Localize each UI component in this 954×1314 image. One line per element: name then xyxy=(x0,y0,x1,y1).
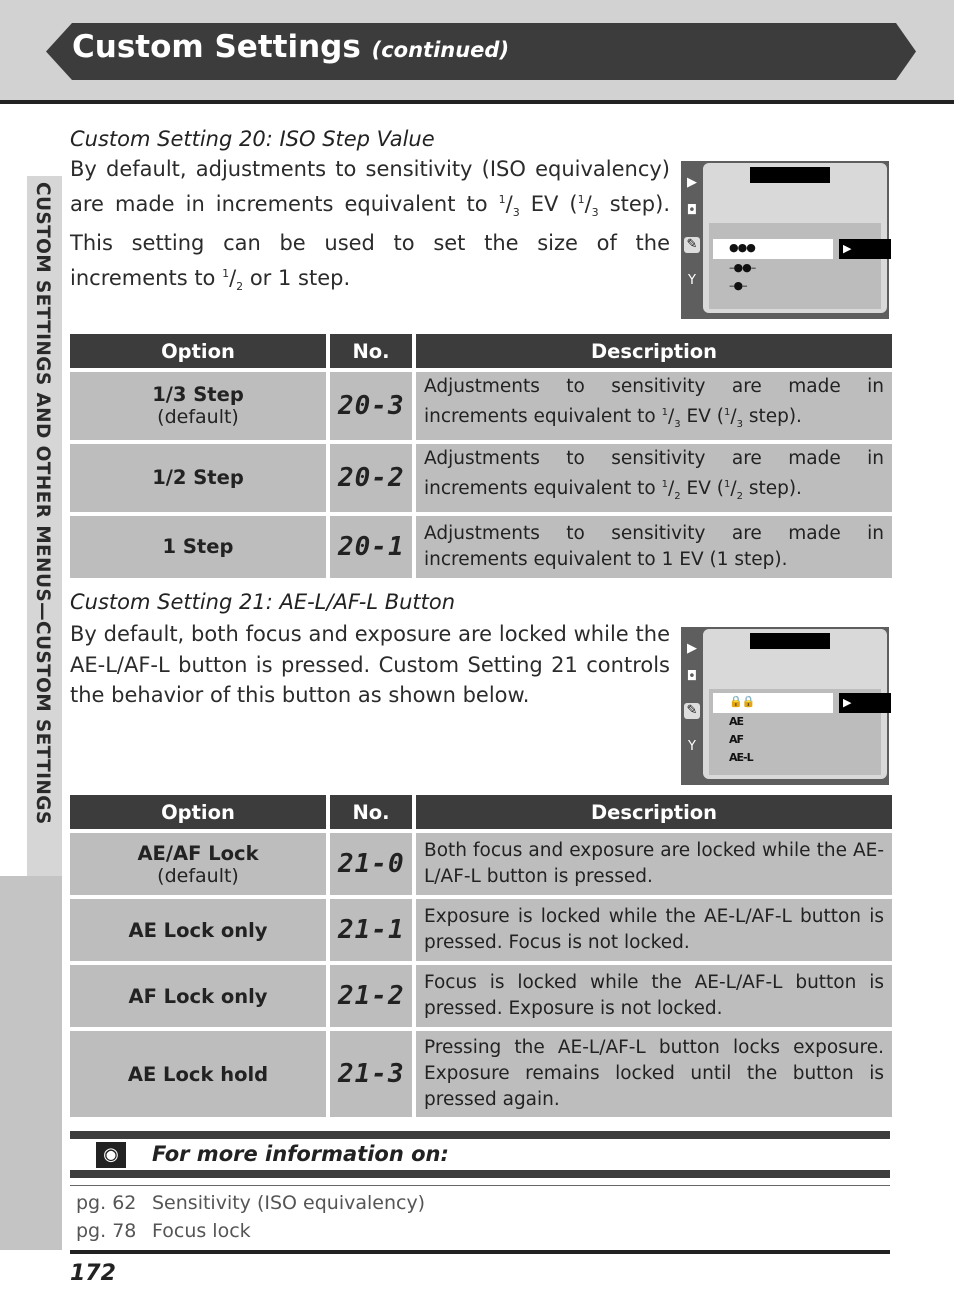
col-header-no: No. xyxy=(326,795,412,829)
option-description: Adjustments to sensitivity are made in increments equivalent to $^1/_2$ EV ($^1/_2$ step). xyxy=(412,444,892,512)
table-row xyxy=(70,444,892,512)
playback-icon: ▶ xyxy=(687,641,697,656)
page-title: Custom Settings (continued) xyxy=(72,29,510,65)
ref-topic: Focus lock xyxy=(152,1220,251,1242)
more-info-rule-bottom xyxy=(70,1250,890,1254)
playback-icon: ▶ xyxy=(687,175,697,190)
lcd-option-panel xyxy=(709,223,881,309)
pencil-icon: ✎ xyxy=(684,703,700,719)
cs21-title: Custom Setting 21: AE-L/AF-L Button xyxy=(70,590,456,614)
cs21-options-table xyxy=(70,795,892,1117)
cs20-options-table xyxy=(70,334,892,578)
side-tab-block xyxy=(0,876,62,1250)
lcd-option-selected: ●●● xyxy=(713,239,833,259)
col-header-option: Option xyxy=(70,334,326,368)
option-number: 21-1 xyxy=(326,899,412,961)
table-row xyxy=(70,833,892,895)
pencil-icon: ✎ xyxy=(684,237,700,253)
option-name: AE/AF Lock xyxy=(137,841,259,865)
option-name: AF Lock only xyxy=(128,984,268,1008)
lcd-option: –●●– xyxy=(729,261,756,274)
lcd-option: –●– xyxy=(729,279,747,292)
camera-icon: ◘ xyxy=(686,203,698,218)
option-number: 20-1 xyxy=(326,516,412,578)
option-number: 21-2 xyxy=(326,965,412,1027)
camera-icon: ◘ xyxy=(686,669,698,684)
option-number: 21-0 xyxy=(326,833,412,895)
col-header-description: Description xyxy=(412,795,892,829)
option-number: 20-2 xyxy=(326,444,412,512)
table-row xyxy=(70,372,892,440)
lcd-option-panel xyxy=(709,689,881,775)
lcd-menu-title-bar xyxy=(750,167,830,183)
ref-topic: Sensitivity (ISO equivalency) xyxy=(152,1192,426,1214)
eye-icon: ◉ xyxy=(96,1142,126,1168)
option-description: Exposure is locked while the AE-L/AF-L button is pressed. Focus is not locked. xyxy=(412,899,892,961)
col-header-option: Option xyxy=(70,795,326,829)
page-number: 172 xyxy=(70,1261,116,1286)
lcd-screen xyxy=(703,163,887,313)
option-number: 21-3 xyxy=(326,1031,412,1117)
ref-page: pg. 62 xyxy=(76,1192,137,1214)
option-description: Adjustments to sensitivity are made in increments equivalent to 1 EV (1 step). xyxy=(412,516,892,578)
col-header-description: Description xyxy=(412,334,892,368)
cs21-paragraph: By default, both focus and exposure are locked while the AE-L/AF-L button is pressed. Custom Setting 21 controls the behavior of this button as shown below. xyxy=(70,622,670,707)
table-row xyxy=(70,899,892,961)
option-description: Adjustments to sensitivity are made in increments equivalent to $^1/_3$ EV ($^1/_3$ step). xyxy=(412,372,892,440)
cs21-lcd-screenshot xyxy=(681,627,889,785)
option-default: (default) xyxy=(157,864,239,887)
ref-page: pg. 78 xyxy=(76,1220,137,1242)
more-info-divider xyxy=(70,1185,890,1186)
page-subtitle: (continued) xyxy=(371,38,510,62)
table-row xyxy=(70,965,892,1027)
option-description: Pressing the AE-L/AF-L button locks exposure. Exposure remains locked until the button is pressed again. xyxy=(412,1031,892,1117)
cs20-lcd-screenshot xyxy=(681,161,889,319)
option-number: 20-3 xyxy=(326,372,412,440)
table-row xyxy=(70,516,892,578)
more-info-title: For more information on: xyxy=(152,1142,449,1166)
option-description: Both focus and exposure are locked while the AE-L/AF-L button is pressed. xyxy=(412,833,892,895)
lcd-menu-title-bar xyxy=(750,633,830,649)
wrench-icon: Y xyxy=(688,739,696,754)
option-name: 1 Step xyxy=(162,535,234,559)
option-name: AE Lock only xyxy=(128,918,268,942)
lcd-option: AE-L xyxy=(729,751,753,764)
option-name: 1/2 Step xyxy=(152,466,244,490)
wrench-icon: Y xyxy=(688,273,696,288)
cs20-paragraph: By default, adjustments to sensitivity (ISO equivalency) are made in increments equivalent to $^1/_3$ EV ($^1/_3$ step). This setting can be used to set the size of the increments to $^1/_2$ or 1 step. xyxy=(70,157,670,293)
option-name: AE Lock hold xyxy=(127,1062,269,1086)
lcd-arrow-icon: ▶ xyxy=(839,693,891,713)
lcd-option-selected: 🔒🔒 xyxy=(713,693,833,713)
col-header-no: No. xyxy=(326,334,412,368)
table-row xyxy=(70,1031,892,1117)
more-info-rule-top xyxy=(70,1131,890,1139)
option-name: 1/3 Step xyxy=(152,383,244,407)
lcd-screen xyxy=(703,629,887,779)
lcd-option: AE xyxy=(729,715,744,728)
option-default: (default) xyxy=(157,406,239,429)
lcd-option: AF xyxy=(729,733,744,746)
side-tab-label: CUSTOM SETTINGS AND OTHER MENUS—CUSTOM SETTINGS xyxy=(32,182,53,825)
lcd-arrow-icon: ▶ xyxy=(839,239,891,259)
more-info-rule-mid xyxy=(70,1170,890,1178)
option-description: Focus is locked while the AE-L/AF-L button is pressed. Exposure is not locked. xyxy=(412,965,892,1027)
cs20-title: Custom Setting 20: ISO Step Value xyxy=(70,127,435,151)
